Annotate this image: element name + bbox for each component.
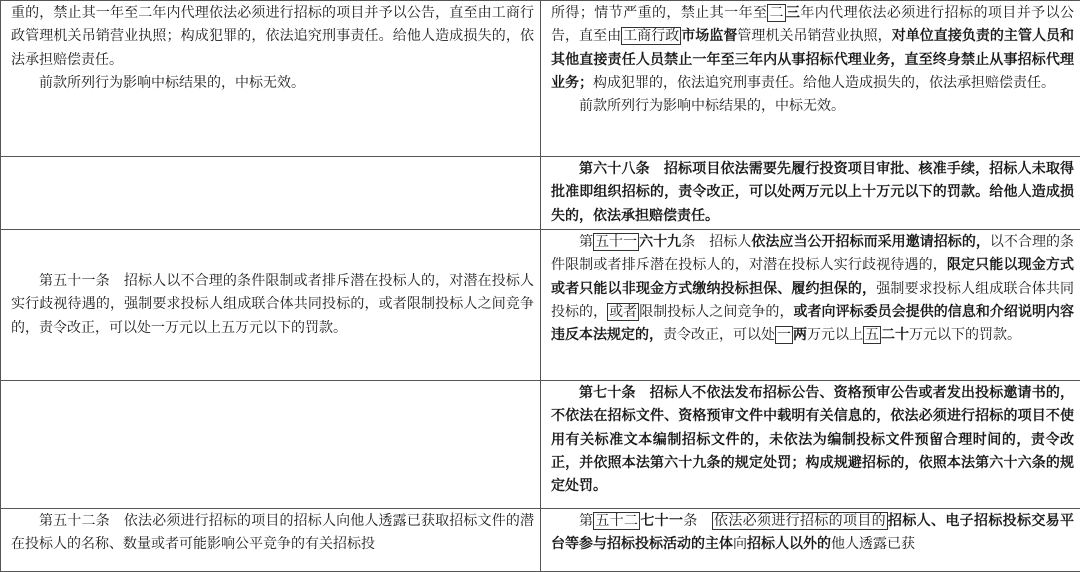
added-text: 招标人以外的: [747, 536, 831, 552]
text-run: 管理机关吊销营业执照，: [737, 28, 891, 44]
added-text: 二十: [881, 327, 909, 343]
new-text-cell: [541, 157, 1080, 230]
new-text-cell: [541, 230, 1080, 381]
table-row: [1, 157, 1080, 230]
new-text-cell: [541, 381, 1080, 509]
text-run: 年内代理依法必须进行招标的项目并予以公告，直至由: [551, 5, 1074, 44]
new-article-69: [551, 231, 1074, 347]
text-run: 他人透露已获: [831, 536, 915, 552]
old-article-52: 第五十二条 依法必须进行招标的项目的招标人向他人透露已获取招标文件的潜在投标人的名称、数量或者可能影响公平竞争的有关招标投: [11, 510, 534, 557]
text-run: 第: [579, 513, 593, 529]
deleted-text-box: 五十一: [593, 233, 639, 251]
old-text-cell: [1, 1, 541, 157]
old-article-51: 第五十一条 招标人以不合理的条件限制或者排斥潜在投标人的，对潜在投标人实行歧视待遇的，强制要求投标人组成联合体共同投标的，或者限制投标人之间竞争的，责令改正，可以处一万元以上五万元以下的罚款。: [11, 270, 534, 340]
new-paragraph: 前款所列行为影响中标结果的，中标无效。: [551, 95, 1074, 118]
text-run: 向: [733, 536, 747, 552]
old-paragraph: 重的，禁止其一年至二年内代理依法必须进行招标的项目并予以公告，直至由工商行政管理机关吊销营业执照；构成犯罪的，依法追究刑事责任。给他人造成损失的，依法承担赔偿责任。: [11, 2, 534, 72]
text-run: 所得；情节严重的，禁止其一年至: [551, 5, 767, 21]
text-run: 限制投标人之间竞争的，: [639, 304, 793, 320]
added-text: 六十九: [639, 234, 681, 250]
added-text: 市场监督: [681, 28, 737, 44]
old-text-cell: [1, 381, 541, 509]
table-row: [1, 381, 1080, 509]
added-text: 依法应当公开招标而采用邀请招标的，: [751, 234, 990, 250]
added-text: 三: [786, 5, 800, 21]
text-run: 万元以上: [807, 327, 863, 343]
deleted-text-box: 一: [775, 326, 793, 344]
text-run: 第: [579, 234, 593, 250]
deleted-text-box: 工商行政: [621, 27, 681, 45]
table-row: [1, 1, 1080, 157]
new-article-68: 第六十八条 招标项目依法需要先履行投资项目审批、核准手续，招标人未取得批准即组织招标的，责令改正，可以处两万元以上十万元以下的罚款。给他人造成损失的，依法承担赔偿责任。: [551, 158, 1074, 228]
added-text: 招标人、电子招标投标交易平台等参与招标投标活动的主体: [551, 513, 1074, 552]
added-text: 限定只能以现金方式或者只能以非现金方式缴纳投标担保、履约担保的，: [551, 257, 1074, 296]
deleted-text-box: 或者: [607, 303, 639, 321]
added-text: 对单位直接负责的主管人员和其他直接责任人员禁止一年至三年内从事招标代理业务，直至终身禁止从事招标代理业务；: [551, 28, 1074, 91]
text-run: 条: [683, 513, 712, 529]
deleted-text-box: 五十二: [593, 512, 640, 530]
old-paragraph: 前款所列行为影响中标结果的，中标无效。: [11, 72, 534, 95]
new-text-cell: [541, 1, 1080, 157]
new-article-71: [551, 510, 1074, 557]
text-run: 强制要求投标人组成联合体共同投标的，: [551, 281, 1074, 320]
text-run: 条 招标人: [681, 234, 751, 250]
deleted-text-box: 依法必须进行招标的项目的: [712, 512, 888, 530]
text-run: 责令改正，可以处: [663, 327, 775, 343]
new-text-cell: [541, 509, 1080, 572]
text-run: 以不合理的条件限制或者排斥潜在投标人的，对潜在投标人实行歧视待遇的，: [551, 234, 1074, 273]
text-run: 万元以下的罚款。: [909, 327, 1021, 343]
table-row: [1, 509, 1080, 572]
new-paragraph: [551, 2, 1074, 95]
new-article-70: 第七十条 招标人不依法发布招标公告、资格预审公告或者发出投标邀请书的，不依法在招标文件、资格预审文件中载明有关信息的，依法必须进行招标的项目不使用有关标准文本编制招标文件的，未依法为编制投标文件预留合理时间的，责令改正，并依照本法第六十九条的规定处罚；构成规避招标的，依照本法第六十六条的规定处罚。: [551, 382, 1074, 498]
old-text-cell: [1, 230, 541, 381]
deleted-text-box: 五: [863, 326, 881, 344]
added-text: 两: [793, 327, 807, 343]
added-text: 或者向评标委员会提供的信息和介绍说明内容违反本法规定的，: [551, 304, 1074, 343]
old-text-cell: [1, 509, 541, 572]
old-text-cell: [1, 157, 541, 230]
text-run: 构成犯罪的，依法追究刑事责任。给他人造成损失的，依法承担赔偿责任。: [593, 75, 1055, 91]
deleted-text-box: 二: [767, 4, 785, 22]
table-row: [1, 230, 1080, 381]
added-text: 七十一: [640, 513, 683, 529]
